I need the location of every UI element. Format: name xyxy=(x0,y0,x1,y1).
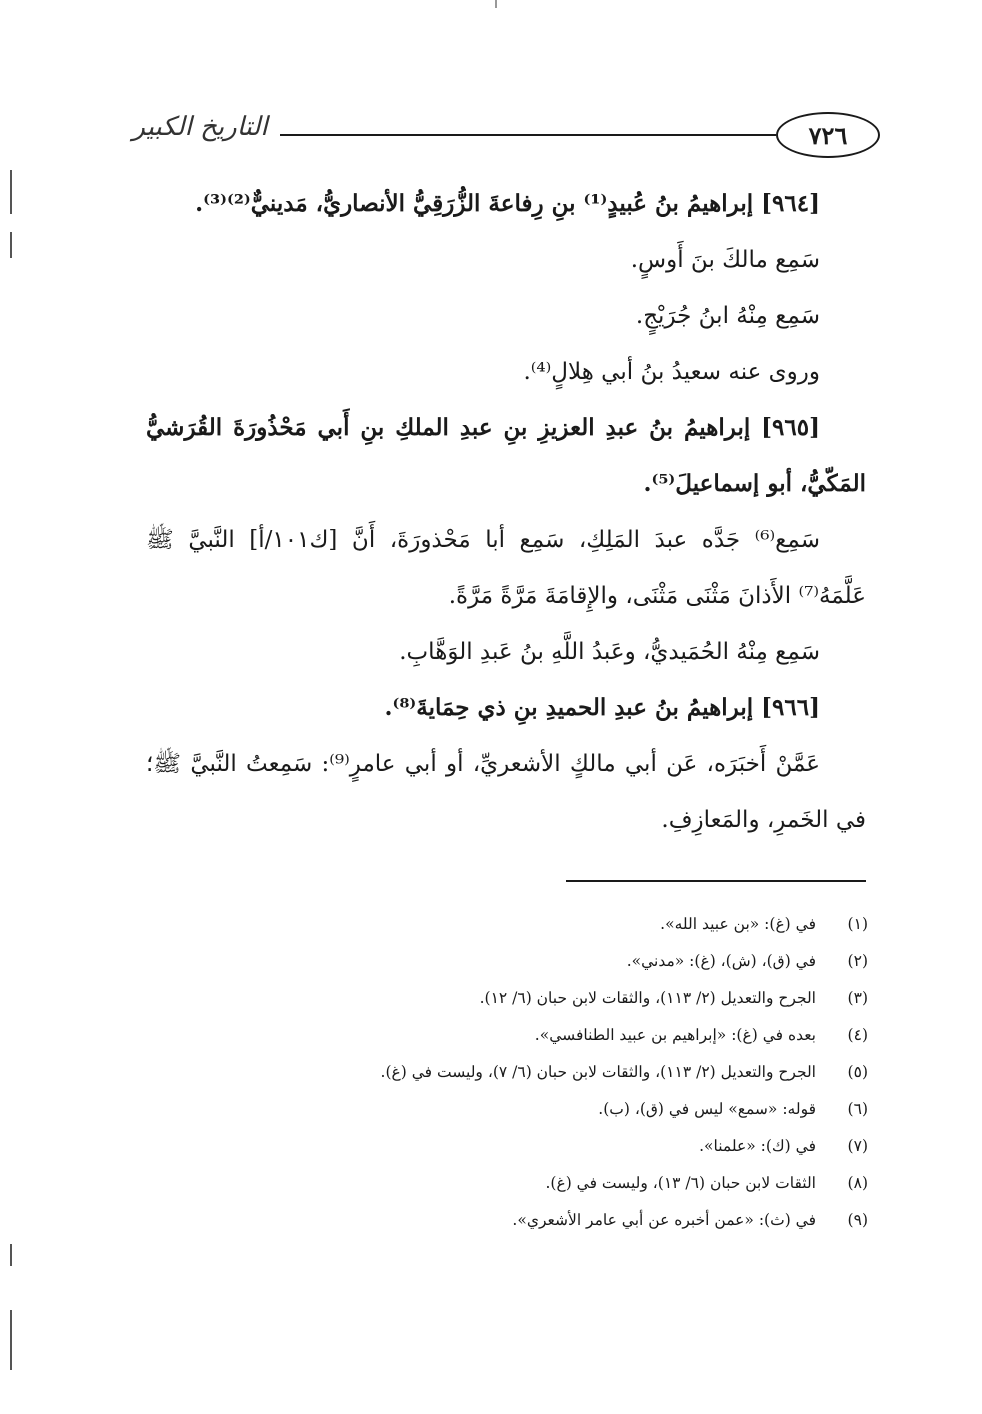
footnote-number: (٤) xyxy=(847,1026,868,1044)
footnote xyxy=(146,943,868,980)
footnotes xyxy=(146,906,868,1239)
footnote-text: الجرح والتعديل (٢/ ١١٣)، والثقات لابن حبان (٦/ ١٢). xyxy=(479,989,816,1007)
body-line: سَمِع مِنْهُ الحُمَيديُّ، وعَبدُ اللَّهِ بنُ عَبدِ الوَهَّابِ. xyxy=(399,639,820,665)
footnote-text: في (غ): «بن عبيد الله». xyxy=(660,915,816,933)
footnote-number: (٥) xyxy=(847,1063,868,1081)
body-line: سَمِع⁽⁶⁾ جَدَّه عبدَ المَلِكِ، سَمِع أبا مَحْذورَةَ، أَنَّ [ك١٠١/أ] النَّبيَّ ﷺ عَلَّمَهُ⁽⁷⁾ الأَذانَ مَثْنَى مَثْنَى، والإِقامَةَ مَرَّةً مَرَّةً. xyxy=(146,527,866,609)
book-title: التاريخ الكبير xyxy=(132,112,268,142)
footnote-text: الثقات لابن حبان (٦/ ١٣)، وليست في (غ). xyxy=(545,1174,816,1192)
footnote-number: (٧) xyxy=(847,1137,868,1155)
footnote-text: الجرح والتعديل (٢/ ١١٣)، والثقات لابن حبان (٦/ ٧)، وليست في (غ). xyxy=(380,1063,816,1081)
entry-heading: [٩٦٦] إبراهيمُ بنُ عبدِ الحميدِ بنِ ذي حِمَايةَ⁽⁸⁾. xyxy=(384,694,820,721)
footnote xyxy=(146,1017,868,1054)
footnote-number: (٣) xyxy=(847,989,868,1007)
page-number: ٧٢٦ xyxy=(776,112,880,158)
footnote-number: (٩) xyxy=(847,1211,868,1229)
footnote-text: في (ق)، (ش)، (غ): «مدني». xyxy=(626,952,816,970)
body-line: وروى عنه سعيدُ بنُ أبي هِلالٍ⁽⁴⁾. xyxy=(523,359,820,385)
footnote xyxy=(146,1054,868,1091)
footnote-text: في (ث): «عمن أخبره عن أبي عامر الأشعري». xyxy=(512,1211,816,1229)
scan-edge-mark xyxy=(495,0,497,8)
scan-edge-mark xyxy=(10,1310,12,1370)
body-line: سَمِع مالكَ بنَ أَوسٍ. xyxy=(630,247,820,273)
footnote xyxy=(146,906,868,943)
footnote-number: (٦) xyxy=(847,1100,868,1118)
footnote-number: (٨) xyxy=(847,1174,868,1192)
header-rule xyxy=(280,134,776,136)
footnote-number: (٢) xyxy=(847,952,868,970)
main-text xyxy=(146,176,866,848)
footnote xyxy=(146,1091,868,1128)
footnote xyxy=(146,1128,868,1165)
entry-heading: [٩٦٥] إبراهيمُ بنُ عبدِ العزيزِ بنِ عبدِ الملكِ بنِ أَبي مَحْذُورَةَ القُرَشيُّ المَكّيُّ، أبو إسماعيلَ⁽⁵⁾. xyxy=(146,414,866,497)
footnote-number: (١) xyxy=(847,915,868,933)
footnote xyxy=(146,1202,868,1239)
footnote-text: قوله: «سمع» ليس في (ق)، (ب). xyxy=(598,1100,816,1118)
scan-edge-mark xyxy=(10,232,12,258)
scan-edge-mark xyxy=(10,1244,12,1266)
footnote-separator xyxy=(566,880,866,882)
scan-edge-mark xyxy=(10,170,12,214)
body-line: عَمَّنْ أَخبَرَه، عَن أبي مالكٍ الأشعريِّ، أو أبي عامرٍ⁽⁹⁾: سَمِعتُ النَّبيَّ ﷺ؛ في الخَمرِ، والمَعازِفِ. xyxy=(146,751,866,833)
entry-heading: [٩٦٤] إبراهيمُ بنُ عُبيدٍ⁽¹⁾ بنِ رِفاعةَ الزُّرَقِيُّ الأنصاريُّ، مَدينيٌّ⁽²⁾⁽³⁾. xyxy=(195,190,820,217)
body-line: سَمِع مِنْهُ ابنُ جُرَيْجٍ. xyxy=(635,303,820,329)
footnote-text: بعده في (غ): «إبراهيم بن عبيد الطنافسي». xyxy=(534,1026,816,1044)
footnote xyxy=(146,980,868,1017)
footnote-text: في (ك): «علمنا». xyxy=(699,1137,816,1155)
page-header xyxy=(120,108,880,174)
footnote xyxy=(146,1165,868,1202)
